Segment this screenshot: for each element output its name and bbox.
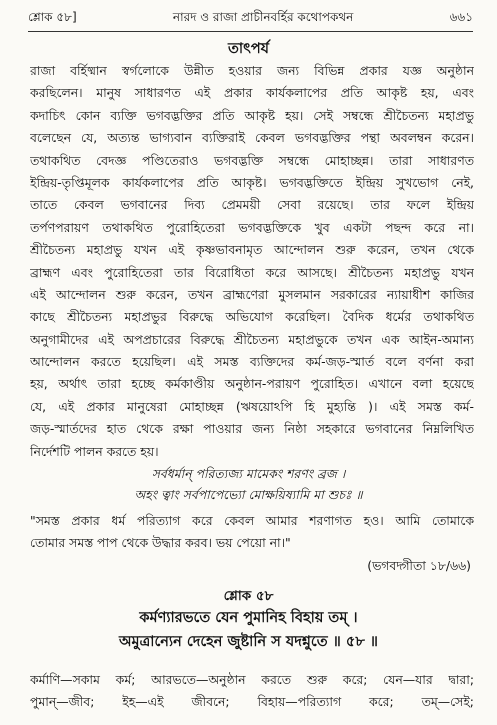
sloka-line: অমুত্রান্যেন দেহেন জুষ্টানি স যদশ্নুতে ॥ ৫৮ ॥ xyxy=(118,634,379,650)
word-meanings xyxy=(30,669,474,713)
running-header xyxy=(28,10,473,28)
header-chapter-title: নারদ ও রাজা প্রাচীনবর্হির কথোপকথন xyxy=(172,10,354,24)
translation-line: "সমস্ত প্রকার ধর্ম পরিত্যাগ করে কেবল আমার শরণাগত হও। আমি তোমাকে xyxy=(30,513,474,528)
sloka-heading: শ্লোক ৫৮ xyxy=(223,588,274,604)
glossary-line: পুমান্—জীব; ইহ—এই জীবনে; বিহায়—পরিত্যাগ করে; তম্—সেই; xyxy=(30,694,474,709)
verse-reference: (ভগবদ্গীতা ১৮/৬৬) xyxy=(367,558,471,573)
verse-translation xyxy=(30,510,474,554)
header-rule xyxy=(28,31,473,32)
purport-line: জড়-স্মার্তদের হাত থেকে রক্ষা পাওয়ার জন্য নিষ্ঠা সহকারে ভগবানের নিম্নলিখিত xyxy=(30,421,474,437)
sloka-line: কর্মণ্যারভতে যেন পুমানিহ বিহায় তম্ । xyxy=(139,610,358,626)
page-number: ৬৬১ xyxy=(449,10,473,24)
translation-line: তোমার সমস্ত পাপ থেকে উদ্ধার করব। ভয় পেয়ো না।" xyxy=(30,535,291,550)
glossary-line: কর্মাণি—সকাম কর্ম; আরভতে—অনুষ্ঠান করতে শুরু করে; যেন—যার দ্বারা; xyxy=(30,672,474,687)
gita-verse-line: সর্বধর্মান্ পরিত্যজ্য মামেকং শরণং ব্রজ । xyxy=(151,466,346,481)
header-verse-ref: শ্লোক ৫৮] xyxy=(28,10,77,24)
purport-line: অনুগামীদের এই অপপ্রচারের বিরুদ্ধে শ্রীচৈতন্য মহাপ্রভুকে তখন এক আইন-অমান্য xyxy=(30,331,474,347)
purport-line: ব্রাহ্মণ এবং পুরোহিতেরা তার বিরোধিতা করে আসছে। শ্রীচৈতন্য মহাপ্রভু যখন xyxy=(30,264,474,280)
purport-line: তর্পণপরায়ণ তথাকথিত পুরোহিতেরা ভগবদ্ভক্তিকে খুব একটা পছন্দ করে না। xyxy=(30,219,474,235)
purport-line: তাতে কেবল ভগবানের দিব্য প্রেমময়ী সেবা রয়েছে। তার ফলে ইন্দ্রিয় xyxy=(30,197,474,213)
purport-line: যে, এই প্রকার মানুষেরা মোহাচ্ছন্ন (ঋষয়োঽপি হি মুহ্যন্তি )। এই সমস্ত কর্ম- xyxy=(30,398,474,414)
purport-body xyxy=(30,60,474,463)
purport-line: তথাকথিত বেদজ্ঞ পণ্ডিতেরাও ভগবদ্ভক্তি সম্বন্ধে মোহাচ্ছন্ন। তারা সাধারণত xyxy=(30,152,474,168)
purport-line: রাজা বর্হিষ্মান স্বর্গলোকে উন্নীত হওয়ার জন্য বিভিন্ন প্রকার যজ্ঞ অনুষ্ঠান xyxy=(30,63,474,78)
purport-line: আন্দোলন করতে হয়েছিল। এই সমস্ত ব্যক্তিদের কর্ম-জড়-স্মার্ত বলে বর্ণনা করা xyxy=(30,354,474,370)
purport-line: ইন্দ্রিয়-তৃপ্তিমূলক কার্যকলাপের প্রতি আকৃষ্ট। ভগবদ্ভক্তিতে ইন্দ্রিয় সুখভোগ নেই, xyxy=(30,174,474,190)
purport-line: করছিলেন। মানুষ সাধারণত এই প্রকার কার্যকলাপের প্রতি আকৃষ্ট হয়, এবং xyxy=(30,85,474,101)
purport-line: কাছে শ্রীচৈতন্য মহাপ্রভুর বিরুদ্ধে অভিযোগ করেছিল। বৈদিক ধর্মের তথাকথিত xyxy=(30,309,474,325)
purport-line: এই আন্দোলন শুরু করেন, তখন ব্রাহ্মণেরা মুসলমান সরকারের ন্যায়াধীশ কাজির xyxy=(30,286,474,302)
purport-line: কদাচিৎ কোন ব্যক্তি ভগবদ্ভক্তির প্রতি আকৃষ্ট হয়। সেই সম্বন্ধে শ্রীচৈতন্য মহাপ্রভু xyxy=(30,107,474,123)
purport-line: হয়, অর্থাৎ তারা হচ্ছে কর্মকাণ্ডীয় অনুষ্ঠান-পরায়ণ পুরোহিত। এখানে বলা হয়েছে xyxy=(30,376,474,392)
purport-line: নির্দেশটি পালন করতে হয়। xyxy=(30,443,159,459)
purport-line: বলেছেন যে, অত্যন্ত ভাগ্যবান ব্যক্তিরাই কেবল ভগবদ্ভক্তির পন্থা অবলম্বন করেন। xyxy=(30,130,474,146)
gita-verse-line: অহং ত্বাং সর্বপাপেভ্যো মোক্ষয়িষ্যামি মা শুচঃ ॥ xyxy=(134,487,363,502)
purport-line: শ্রীচৈতন্য মহাপ্রভু যখন এই কৃষ্ণভাবনামৃত আন্দোলন শুরু করেন, তখন থেকে xyxy=(30,242,474,258)
purport-heading: তাৎপর্য xyxy=(227,41,270,57)
